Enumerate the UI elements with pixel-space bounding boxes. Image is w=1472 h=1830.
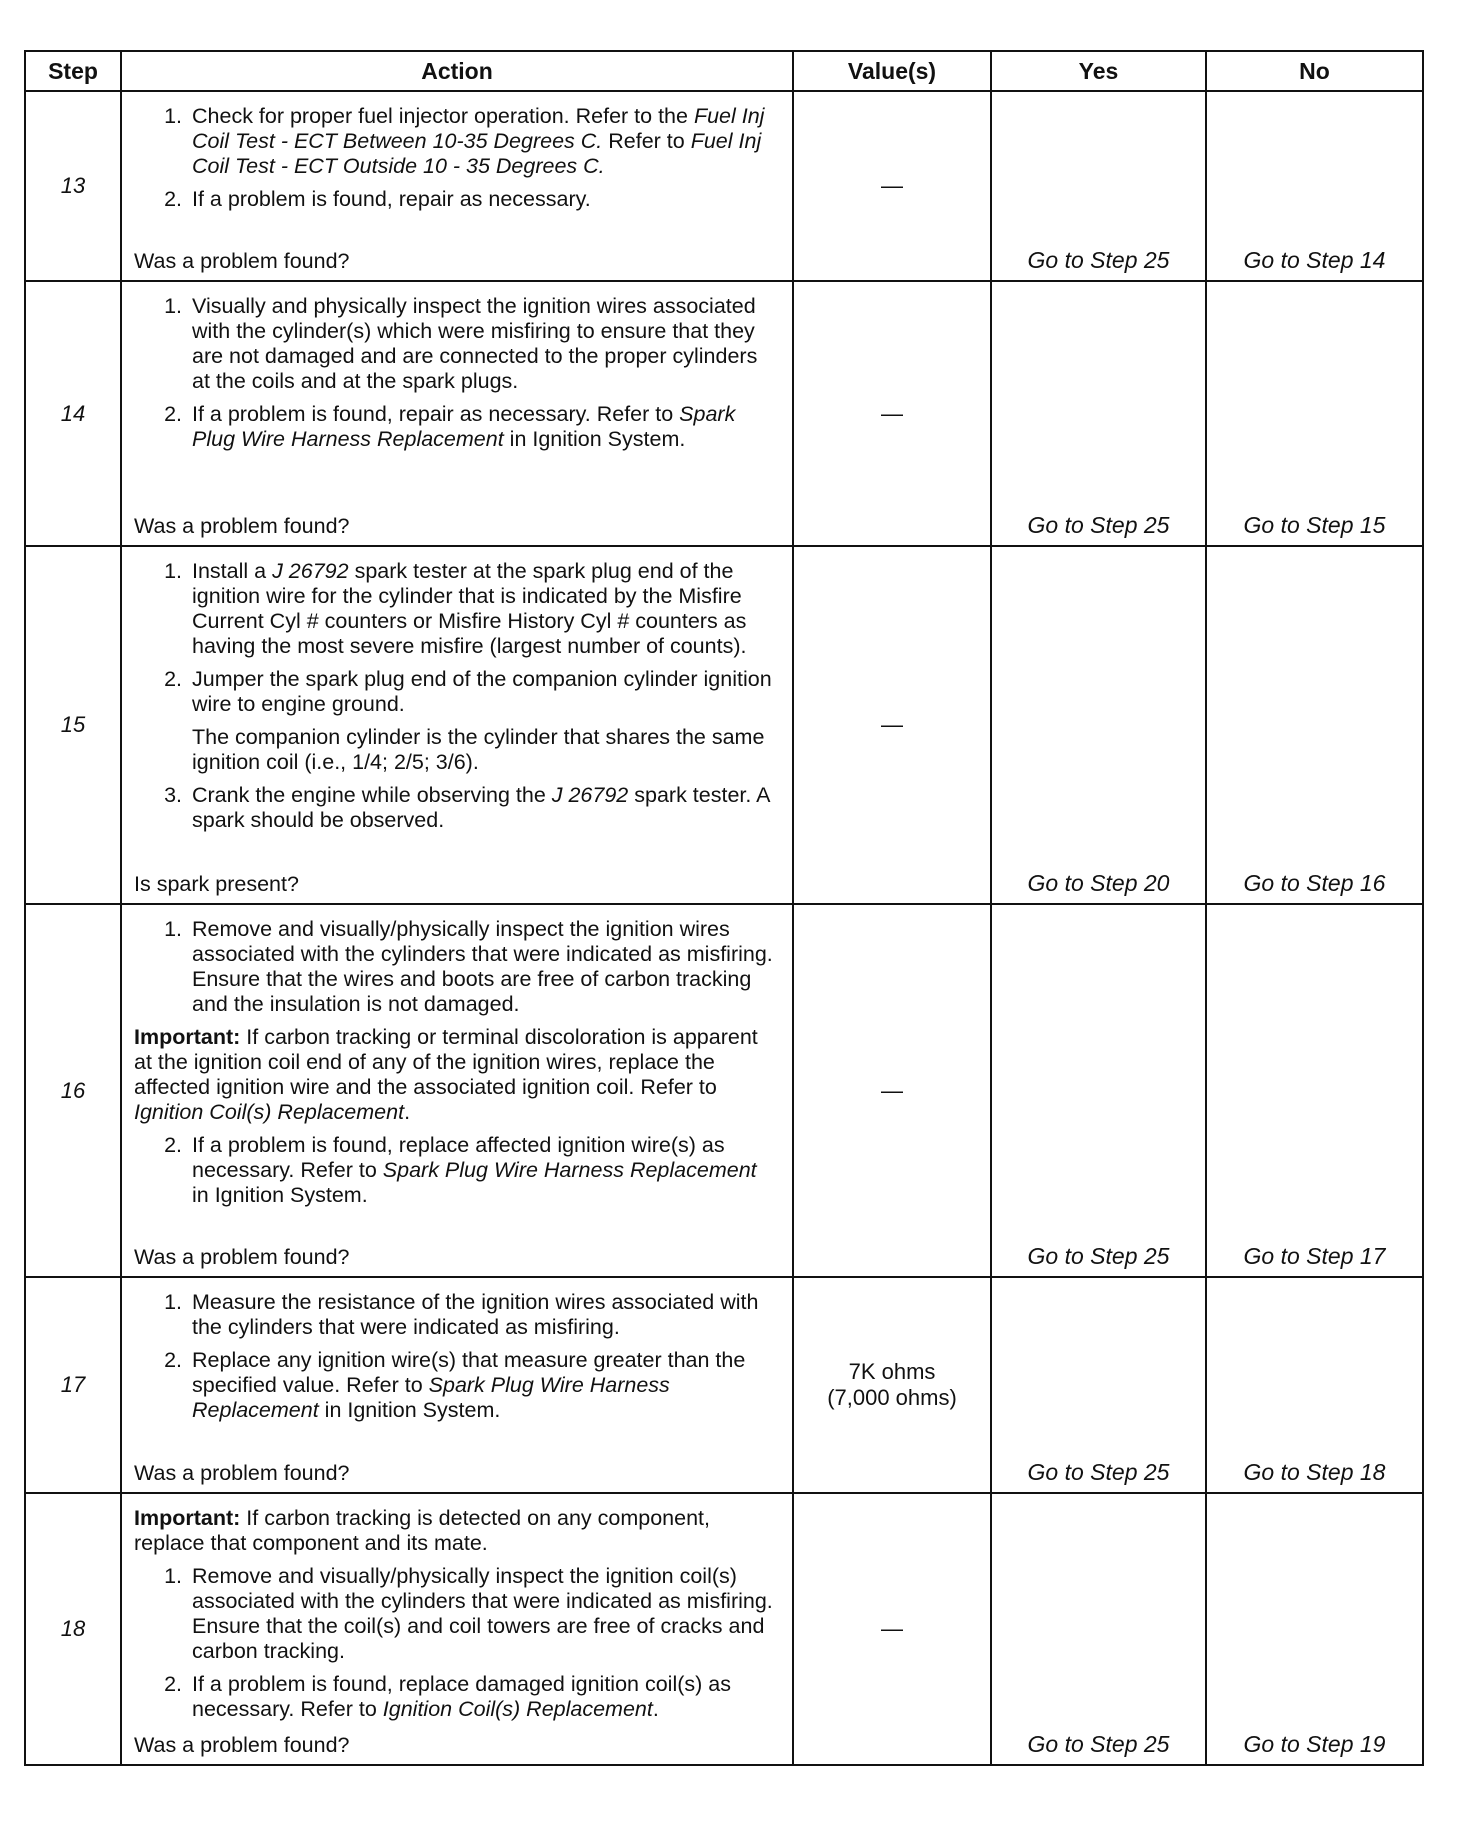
- action-item: 1. Check for proper fuel injector operation. Refer to the Fuel Inj Coil Test - ECT Between 10-35 Degrees C. Refer to Fuel Inj Coil Test - ECT Outside 10 - 35 Degrees C.: [188, 104, 778, 179]
- no-cell: [1206, 91, 1423, 281]
- step-number: 17: [25, 1277, 121, 1493]
- value-cell: —: [793, 546, 991, 904]
- yes-cell: [991, 1277, 1206, 1493]
- step-row-16: [25, 904, 1423, 1277]
- action-note: The companion cylinder is the cylinder that shares the same ignition coil (i.e., 1/4; 2/5; 3/6).: [192, 725, 765, 774]
- no-goto: Go to Step 14: [1243, 247, 1386, 273]
- action-item: 2. If a problem is found, repair as necessary.: [188, 187, 778, 212]
- value-cell: —: [793, 91, 991, 281]
- no-cell: [1206, 1277, 1423, 1493]
- action-cell: [121, 1493, 793, 1765]
- reference-link: Spark Plug Wire Harness Replacement: [192, 402, 736, 451]
- action-item: 2. Replace any ignition wire(s) that measure greater than the specified value. Refer to Spark Plug Wire Harness Replacement in Ignition System.: [188, 1348, 778, 1423]
- action-item: 3. Crank the engine while observing the J 26792 spark tester. A spark should be observed.: [188, 783, 778, 833]
- action-list: [134, 917, 778, 1017]
- no-cell: [1206, 1493, 1423, 1765]
- question-text: Was a problem found?: [134, 249, 350, 273]
- important-note: Important: If carbon tracking or terminal discoloration is apparent at the ignition coil end of any of the ignition wires, replace the affected ignition wire and the associated ignition coil. Refer to Ignition Coil(s) Replacement.: [134, 1025, 758, 1124]
- no-cell: [1206, 281, 1423, 546]
- question-text: Was a problem found?: [134, 1245, 350, 1269]
- yes-goto: Go to Step 25: [1027, 1459, 1170, 1485]
- question-text: Was a problem found?: [134, 1733, 350, 1757]
- step-number: 14: [25, 281, 121, 546]
- step-number: 13: [25, 91, 121, 281]
- no-cell: [1206, 904, 1423, 1277]
- action-cell: [121, 1277, 793, 1493]
- step-row-17: [25, 1277, 1423, 1493]
- value-line: (7,000 ohms): [827, 1385, 957, 1410]
- action-item: 2. If a problem is found, replace damaged ignition coil(s) as necessary. Refer to Ignition Coil(s) Replacement.: [188, 1672, 778, 1722]
- action-list: [134, 104, 778, 212]
- reference-link: Fuel Inj Coil Test - ECT Outside 10 - 35 Degrees C.: [192, 129, 762, 178]
- reference-link: Fuel Inj Coil Test - ECT Between 10-35 Degrees C.: [192, 104, 765, 153]
- yes-goto: Go to Step 25: [1027, 512, 1170, 538]
- action-item: 1. Remove and visually/physically inspect the ignition wires associated with the cylinders that were indicated as misfiring. Ensure that the wires and boots are free of carbon tracking and the insulation is not damaged.: [188, 917, 778, 1017]
- step-row-18: [25, 1493, 1423, 1765]
- step-row-15: [25, 546, 1423, 904]
- question-text: Was a problem found?: [134, 1461, 350, 1485]
- reference-link: Ignition Coil(s) Replacement: [382, 1697, 653, 1721]
- step-row-13: [25, 91, 1423, 281]
- value-cell: —: [793, 281, 991, 546]
- action-item: 2. If a problem is found, repair as necessary. Refer to Spark Plug Wire Harness Replacement in Ignition System.: [188, 402, 778, 452]
- action-item: 1. Install a J 26792 spark tester at the spark plug end of the ignition wire for the cylinder that is indicated by the Misfire Current Cyl # counters or Misfire History Cyl # counters as having the most severe misfire (largest number of counts).: [188, 559, 778, 659]
- header-yes: Yes: [991, 51, 1206, 91]
- yes-cell: [991, 1493, 1206, 1765]
- yes-cell: [991, 281, 1206, 546]
- important-label: Important:: [134, 1025, 241, 1049]
- value-line: 7K ohms: [848, 1359, 936, 1384]
- step-number: 15: [25, 546, 121, 904]
- no-goto: Go to Step 15: [1243, 512, 1386, 538]
- step-number: 18: [25, 1493, 121, 1765]
- step-number: 16: [25, 904, 121, 1277]
- action-cell: [121, 904, 793, 1277]
- action-list: [134, 294, 778, 452]
- action-cell: [121, 281, 793, 546]
- value-cell: —: [793, 904, 991, 1277]
- yes-goto: Go to Step 20: [1027, 870, 1170, 896]
- yes-cell: [991, 546, 1206, 904]
- tool-reference: J 26792: [551, 783, 629, 807]
- header-row: [25, 51, 1423, 91]
- action-cell: [121, 546, 793, 904]
- header-action: Action: [121, 51, 793, 91]
- yes-cell: [991, 91, 1206, 281]
- yes-goto: Go to Step 25: [1027, 1243, 1170, 1269]
- no-goto: Go to Step 16: [1243, 870, 1386, 896]
- reference-link: Spark Plug Wire Harness Replacement: [382, 1158, 757, 1182]
- no-cell: [1206, 546, 1423, 904]
- header-step: Step: [25, 51, 121, 91]
- diagnostic-table: [24, 50, 1424, 1766]
- yes-goto: Go to Step 25: [1027, 247, 1170, 273]
- reference-link: Ignition Coil(s) Replacement: [134, 1100, 405, 1124]
- yes-goto: Go to Step 25: [1027, 1731, 1170, 1757]
- action-item: 2. If a problem is found, replace affected ignition wire(s) as necessary. Refer to Spark Plug Wire Harness Replacement in Ignition System.: [188, 1133, 778, 1208]
- action-cell: [121, 91, 793, 281]
- value-cell: [793, 1277, 991, 1493]
- question-text: Was a problem found?: [134, 514, 350, 538]
- action-list: [134, 1133, 778, 1208]
- value-cell: —: [793, 1493, 991, 1765]
- step-row-14: [25, 281, 1423, 546]
- action-list: [134, 1290, 778, 1423]
- action-item: 1. Visually and physically inspect the ignition wires associated with the cylinder(s) which were misfiring to ensure that they are not damaged and are connected to the proper cylinders at the coils and at the spark plugs.: [188, 294, 778, 394]
- yes-cell: [991, 904, 1206, 1277]
- no-goto: Go to Step 18: [1243, 1459, 1386, 1485]
- tool-reference: J 26792: [272, 559, 349, 583]
- action-item: 1. Remove and visually/physically inspect the ignition coil(s) associated with the cylinders that were indicated as misfiring. Ensure that the coil(s) and coil towers are free of cracks and carbon tracking.: [188, 1564, 778, 1664]
- no-goto: Go to Step 19: [1243, 1731, 1386, 1757]
- action-item: 1. Measure the resistance of the ignition wires associated with the cylinders that were indicated as misfiring.: [188, 1290, 778, 1340]
- action-list: [134, 1564, 778, 1722]
- header-values: Value(s): [793, 51, 991, 91]
- question-text: Is spark present?: [134, 872, 299, 896]
- header-no: No: [1206, 51, 1423, 91]
- reference-link: Spark Plug Wire Harness Replacement: [192, 1373, 670, 1422]
- important-note: Important: If carbon tracking is detected on any component, replace that component and its mate.: [134, 1506, 710, 1555]
- important-label: Important:: [134, 1506, 241, 1530]
- no-goto: Go to Step 17: [1243, 1243, 1386, 1269]
- action-item: 2. Jumper the spark plug end of the companion cylinder ignition wire to engine ground. The companion cylinder is the cylinder that shares the same ignition coil (i.e., 1/4; 2/5; 3/6).: [188, 667, 778, 775]
- action-list: [134, 559, 778, 833]
